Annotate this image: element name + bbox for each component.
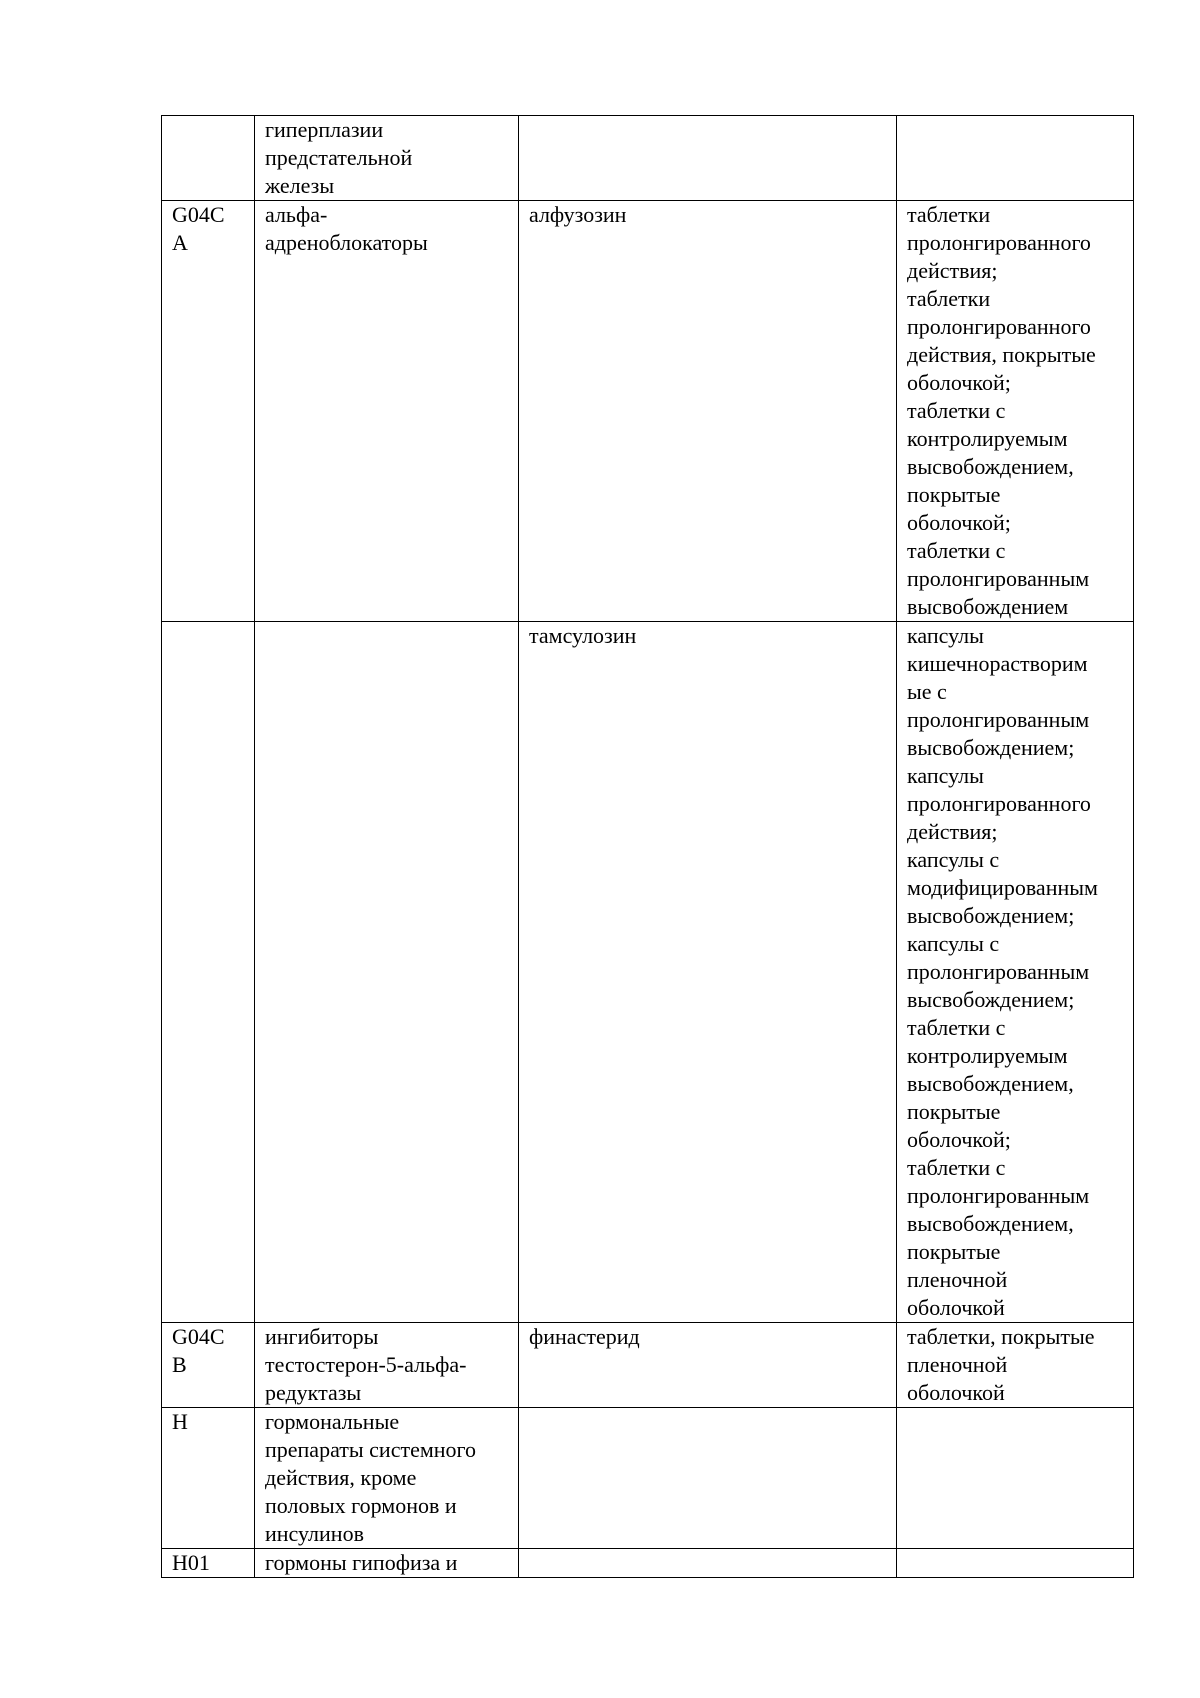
dosage-form-line: таблетки с: [907, 1015, 1006, 1040]
table-row: [162, 116, 1134, 201]
dosage-form-cell: [897, 201, 1134, 622]
group-name-line: гормональные: [265, 1409, 400, 1434]
group-name-line: действия, кроме: [265, 1465, 417, 1490]
drug-name-line: финастерид: [529, 1324, 640, 1349]
drug-name-cell: [519, 622, 897, 1323]
dosage-form-line: кишечнорастворим: [907, 651, 1088, 676]
dosage-form-cell: [897, 1549, 1134, 1578]
group-name-line: ингибиторы: [265, 1324, 379, 1349]
dosage-form-cell: [897, 1408, 1134, 1549]
atc-code-cell: [162, 1549, 255, 1578]
dosage-form-line: капсулы с: [907, 847, 1000, 872]
dosage-form-line: таблетки: [907, 286, 991, 311]
drug-name-line: тамсулозин: [529, 623, 637, 648]
dosage-form-line: таблетки с: [907, 538, 1006, 563]
group-name-line: препараты системного: [265, 1437, 477, 1462]
group-name-line: гиперплазии: [265, 117, 384, 142]
dosage-form-line: ые с: [907, 679, 947, 704]
group-name-line: редуктазы: [265, 1380, 362, 1405]
dosage-form-cell: [897, 1323, 1134, 1408]
group-name-line: альфа-: [265, 202, 328, 227]
dosage-form-line: высвобождением,: [907, 1071, 1074, 1096]
atc-code-line: A: [172, 230, 188, 255]
dosage-form-line: капсулы: [907, 623, 984, 648]
drug-name-cell: [519, 116, 897, 201]
group-name-line: половых гормонов и: [265, 1493, 457, 1518]
drug-classification-table: [161, 115, 1134, 1578]
table-row: [162, 1408, 1134, 1549]
dosage-form-line: оболочкой;: [907, 370, 1011, 395]
atc-code-cell: [162, 116, 255, 201]
atc-code-cell: [162, 622, 255, 1323]
dosage-form-line: пролонгированным: [907, 959, 1090, 984]
dosage-form-line: высвобождением;: [907, 735, 1075, 760]
dosage-form-line: капсулы с: [907, 931, 1000, 956]
dosage-form-line: покрытые: [907, 1099, 1001, 1124]
dosage-form-line: действия, покрытые: [907, 342, 1096, 367]
dosage-form-line: контролируемым: [907, 426, 1068, 451]
dosage-form-line: пленочной: [907, 1267, 1008, 1292]
table-body: [162, 116, 1134, 1578]
table-row: [162, 1549, 1134, 1578]
group-name-line: предстательной: [265, 145, 413, 170]
dosage-form-line: пролонгированным: [907, 566, 1090, 591]
dosage-form-line: модифицированным: [907, 875, 1098, 900]
group-name-line: железы: [265, 173, 335, 198]
drug-name-cell: [519, 201, 897, 622]
group-name-cell: [255, 622, 519, 1323]
dosage-form-line: высвобождением;: [907, 903, 1075, 928]
dosage-form-line: оболочкой;: [907, 1127, 1011, 1152]
dosage-form-line: высвобождением;: [907, 987, 1075, 1012]
dosage-form-line: оболочкой: [907, 1295, 1005, 1320]
table-row: [162, 201, 1134, 622]
dosage-form-line: пролонгированного: [907, 230, 1091, 255]
drug-name-cell: [519, 1408, 897, 1549]
dosage-form-line: пленочной: [907, 1352, 1008, 1377]
group-name-line: адреноблокаторы: [265, 230, 428, 255]
dosage-form-line: оболочкой: [907, 1380, 1005, 1405]
drug-name-cell: [519, 1549, 897, 1578]
table-row: [162, 1323, 1134, 1408]
group-name-line: тестостерон-5-альфа-: [265, 1352, 467, 1377]
dosage-form-line: таблетки с: [907, 1155, 1006, 1180]
group-name-line: инсулинов: [265, 1521, 364, 1546]
group-name-cell: [255, 1549, 519, 1578]
atc-code-line: B: [172, 1352, 187, 1377]
atc-code-line: H: [172, 1409, 188, 1434]
atc-code-line: H01: [172, 1550, 210, 1575]
table-row: [162, 622, 1134, 1323]
dosage-form-line: капсулы: [907, 763, 984, 788]
dosage-form-cell: [897, 622, 1134, 1323]
atc-code-line: G04C: [172, 1324, 225, 1349]
group-name-cell: [255, 1408, 519, 1549]
dosage-form-line: таблетки, покрытые: [907, 1324, 1095, 1349]
dosage-form-line: таблетки: [907, 202, 991, 227]
group-name-cell: [255, 201, 519, 622]
group-name-cell: [255, 1323, 519, 1408]
dosage-form-line: оболочкой;: [907, 510, 1011, 535]
group-name-line: гормоны гипофиза и: [265, 1550, 458, 1575]
dosage-form-line: контролируемым: [907, 1043, 1068, 1068]
dosage-form-line: пролонгированным: [907, 1183, 1090, 1208]
drug-name-line: алфузозин: [529, 202, 627, 227]
dosage-form-line: высвобождением,: [907, 454, 1074, 479]
drug-name-cell: [519, 1323, 897, 1408]
dosage-form-line: пролонгированным: [907, 707, 1090, 732]
dosage-form-line: покрытые: [907, 1239, 1001, 1264]
atc-code-cell: [162, 201, 255, 622]
dosage-form-line: высвобождением: [907, 594, 1069, 619]
dosage-form-line: таблетки с: [907, 398, 1006, 423]
dosage-form-line: высвобождением,: [907, 1211, 1074, 1236]
dosage-form-line: пролонгированного: [907, 314, 1091, 339]
group-name-cell: [255, 116, 519, 201]
atc-code-cell: [162, 1323, 255, 1408]
dosage-form-line: действия;: [907, 258, 998, 283]
atc-code-line: G04C: [172, 202, 225, 227]
atc-code-cell: [162, 1408, 255, 1549]
dosage-form-line: пролонгированного: [907, 791, 1091, 816]
dosage-form-line: действия;: [907, 819, 998, 844]
dosage-form-cell: [897, 116, 1134, 201]
dosage-form-line: покрытые: [907, 482, 1001, 507]
